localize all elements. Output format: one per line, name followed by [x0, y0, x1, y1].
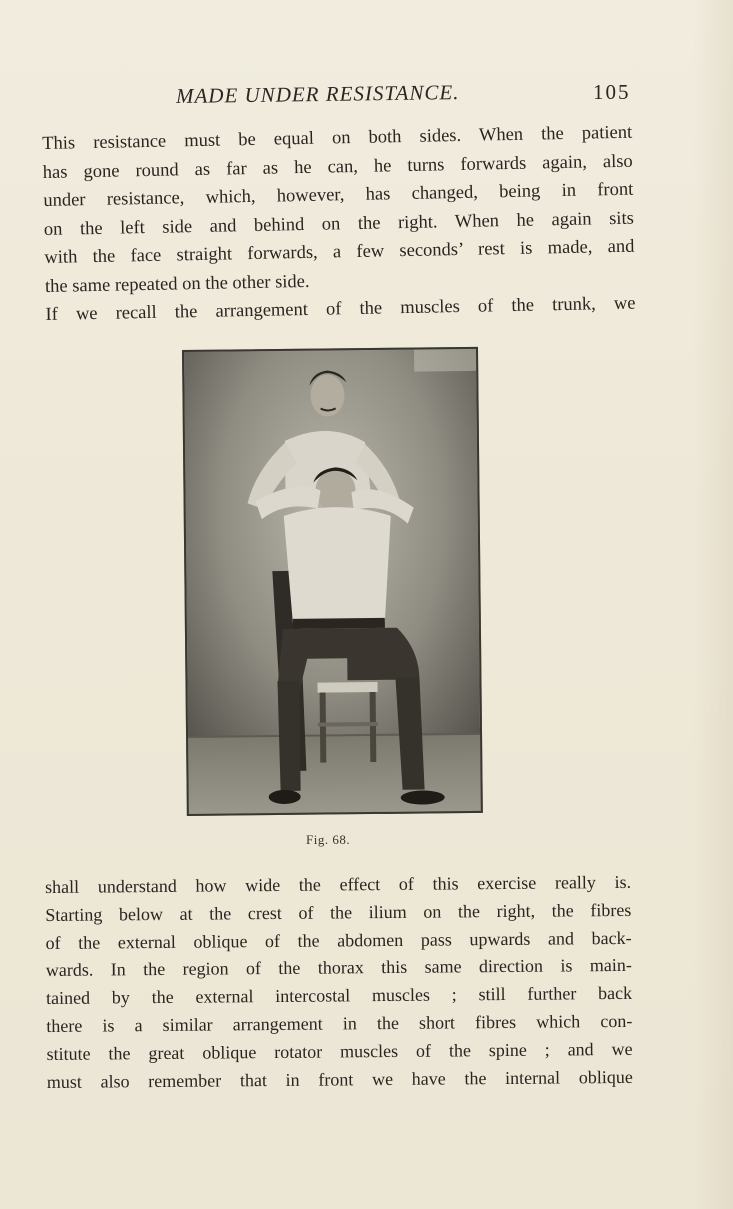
running-title: MADE UNDER RESISTANCE. [175, 80, 460, 108]
text-line: wards. In the region of the thorax this same direction is main- [45, 955, 632, 981]
text-line: there is a similar arrangement in the short fibres which con- [46, 1010, 633, 1036]
running-head [176, 80, 638, 110]
upper-paragraphs [42, 119, 636, 330]
text-line: tained by the external intercostal muscles ; still further back [45, 983, 633, 1009]
text-line: If we recall the arrangement of the muscles of the trunk, we [45, 293, 636, 325]
text-line: the same repeated on the other side. [44, 271, 310, 297]
text-line: Starting below at the crest of the ilium on the right, the fibres [45, 899, 632, 925]
text-line: must also remember that in front we have the internal oblique [46, 1066, 633, 1092]
text-line: with the face straight forwards, a few seconds’ rest is made, and [44, 236, 635, 268]
figure-caption: Fig. 68. [306, 832, 351, 847]
text-line: under resistance, which, however, has changed, being in front [43, 179, 634, 211]
text-line: has gone round as far as he can, he turns forwards again, also [42, 151, 633, 183]
text-line: This resistance must be equal on both sides. When the patient [42, 122, 633, 154]
figure-photograph [182, 347, 483, 816]
text-line: on the left side and behind on the right. When he again sits [43, 208, 634, 240]
text-line: of the external oblique of the abdomen pass upwards and back- [45, 927, 632, 953]
text-line: stitute the great oblique rotator muscles of the spine ; and we [46, 1038, 633, 1064]
photograph-two-men-resistance-exercise-icon [184, 349, 481, 814]
page-number: 105 [593, 80, 631, 104]
lower-paragraph [45, 869, 633, 1096]
text-line: shall understand how wide the effect of this exercise really is. [45, 871, 632, 897]
